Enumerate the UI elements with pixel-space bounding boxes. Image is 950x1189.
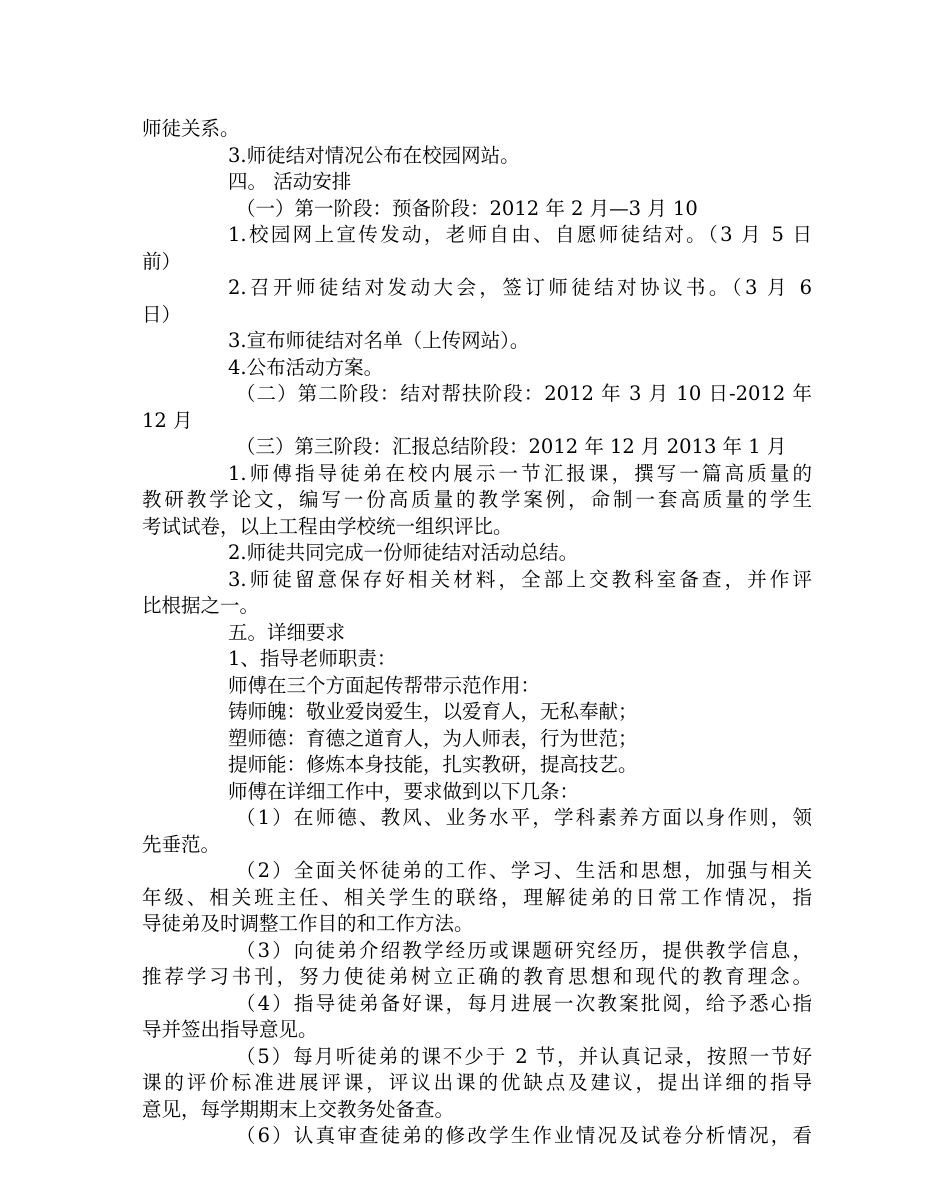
text-line: 师傅在三个方面起传帮带示范作用： (228, 673, 541, 697)
text-line: 3.宣布师徒结对名单（上传网站）。 (228, 329, 530, 352)
text-line: （5）每月听徒弟的课不少于 2 节，并认真记录，按照一节好 (236, 1044, 812, 1068)
text-line: 日） (142, 302, 182, 326)
text-line: （2）全面关怀徒弟的工作、学习、生活和思想，加强与相关 (236, 859, 812, 882)
text-line: 教研教学论文，编写一份高质量的教学案例，命制一套高质量的学生 (142, 488, 812, 511)
text-line: 3.师徒留意保存好相关材料，全部上交教科室备查，并作评 (228, 567, 812, 591)
text-line: 师徒关系。 (142, 117, 240, 140)
text-line: 导徒弟及时调整工作目的和工作方法。 (142, 912, 474, 935)
text-line: （1）在师德、教风、业务水平，学科素养方面以身作则，领 (236, 806, 812, 829)
text-line: 1、指导老师职责： (228, 647, 397, 670)
text-line: 3.师徒结对情况公布在校园网站。 (228, 143, 520, 167)
text-line: （三）第三阶段：汇报总结阶段：2012 年 12 月 2013 年 1 月 (236, 435, 787, 458)
text-line: 师傅在详细工作中，要求做到以下几条： (228, 779, 580, 803)
text-line: （4）指导徒弟备好课，每月进展一次教案批阅，给予悉心指 (236, 991, 812, 1015)
text-line: 意见，每学期期末上交教务处备查。 (142, 1097, 455, 1121)
text-line: 先垂范。 (142, 832, 221, 856)
text-line: 推荐学习书刊，努力使徒弟树立正确的教育思想和现代的教育理念。 (142, 965, 812, 988)
text-line: 前） (142, 249, 182, 273)
text-line: 提师能：修炼本身技能，扎实教研，提高技艺。 (228, 753, 638, 776)
text-line: 导并签出指导意见。 (142, 1018, 318, 1041)
text-line: 2.师徒共同完成一份师徒结对活动总结。 (228, 541, 579, 564)
text-line: 考试试卷，以上工程由学校统一组织评比。 (142, 514, 513, 538)
text-line: （一）第一阶段：预备阶段：2012 年 2 月—3 月 10 (236, 196, 698, 220)
text-line: （3）向徒弟介绍教学经历或课题研究经历，提供教学信息， (236, 938, 812, 962)
text-line: 四。 活动安排 (228, 170, 352, 193)
text-line: 1.师傅指导徒弟在校内展示一节汇报课，撰写一篇高质量的 (228, 461, 812, 485)
text-line: 塑师德：育德之道育人，为人师表，行为世范； (228, 726, 638, 750)
text-line: 五。详细要求 (228, 620, 346, 644)
text-line: 比根据之一。 (142, 594, 260, 617)
text-line: 12 月 (142, 408, 193, 432)
document-body (142, 116, 812, 1150)
text-line: 年级、相关班主任、相关学生的联络，理解徒弟的日常工作情况，指 (142, 885, 812, 909)
text-line: 2.召开师徒结对发动大会，签订师徒结对协议书。（3 月 6 (228, 276, 812, 299)
text-line: 1.校园网上宣传发动，老师自由、自愿师徒结对。（3 月 5 日 (228, 223, 812, 246)
text-line: 铸师魄：敬业爱岗爱生，以爱育人，无私奉献； (228, 700, 638, 723)
text-line: （二）第二阶段：结对帮扶阶段：2012 年 3 月 10 日-2012 年 (236, 382, 812, 405)
text-line: 课的评价标准进展评课，评议出课的优缺点及建议，提出详细的指导 (142, 1071, 812, 1094)
text-line: （6）认真审查徒弟的修改学生作业情况及试卷分析情况，看 (236, 1124, 812, 1147)
text-line: 4.公布活动方案。 (228, 355, 384, 379)
